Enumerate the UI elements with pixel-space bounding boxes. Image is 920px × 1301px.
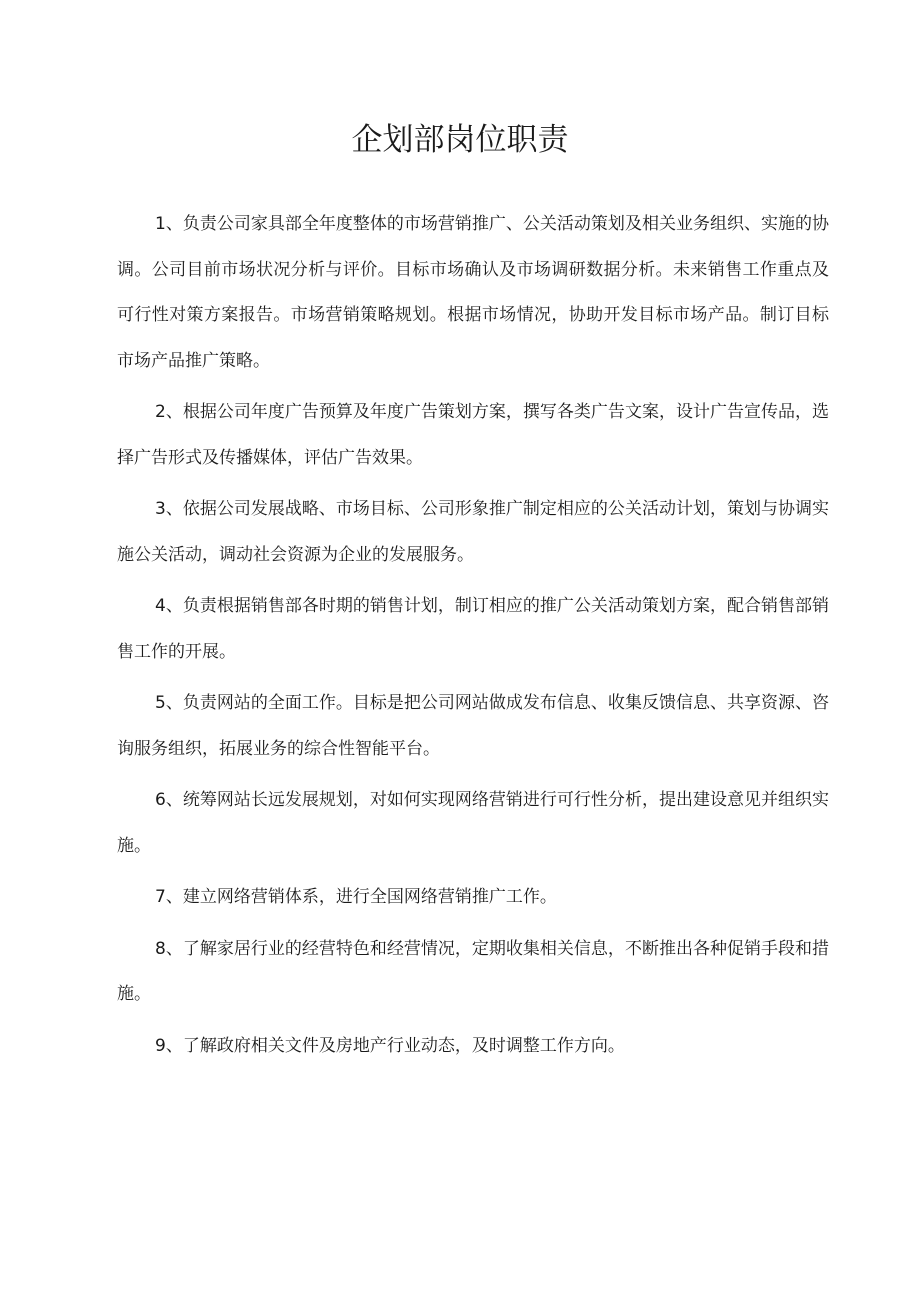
duty-paragraph-4: 4、负责根据销售部各时期的销售计划，制订相应的推广公关活动策划方案，配合销售部销售工作的开展。 <box>117 596 829 662</box>
document-body <box>117 202 829 1075</box>
duty-paragraph-8: 8、了解家居行业的经营特色和经营情况，定期收集相关信息，不断推出各种促销手段和措施。 <box>117 938 829 1004</box>
duty-paragraph-3: 3、依据公司发展战略、市场目标、公司形象推广制定相应的公关活动计划，策划与协调实施公关活动，调动社会资源为企业的发展服务。 <box>117 499 829 565</box>
duty-paragraph-2: 2、根据公司年度广告预算及年度广告策划方案，撰写各类广告文案，设计广告宣传品，选择广告形式及传播媒体，评估广告效果。 <box>117 402 829 468</box>
duty-paragraph-5: 5、负责网站的全面工作。目标是把公司网站做成发布信息、收集反馈信息、共享资源、咨询服务组织，拓展业务的综合性智能平台。 <box>117 693 829 759</box>
duty-paragraph-9: 9、了解政府相关文件及房地产行业动态，及时调整工作方向。 <box>155 1035 625 1056</box>
duty-paragraph-7: 7、建立网络营销体系，进行全国网络营销推广工作。 <box>155 887 557 907</box>
duty-paragraph-1: 1、负责公司家具部全年度整体的市场营销推广、公关活动策划及相关业务组织、实施的协调。公司目前市场状况分析与评价。目标市场确认及市场调研数据分析。未来销售工作重点及可行性对策方案报告。市场营销策略规划。根据市场情况，协助开发目标市场产品。制订目标市场产品推广策略。 <box>117 214 829 371</box>
duty-paragraph-6: 6、统筹网站长远发展规划，对如何实现网络营销进行可行性分析，提出建设意见并组织实施。 <box>117 790 829 856</box>
document-title: 企划部岗位职责 <box>351 122 569 158</box>
